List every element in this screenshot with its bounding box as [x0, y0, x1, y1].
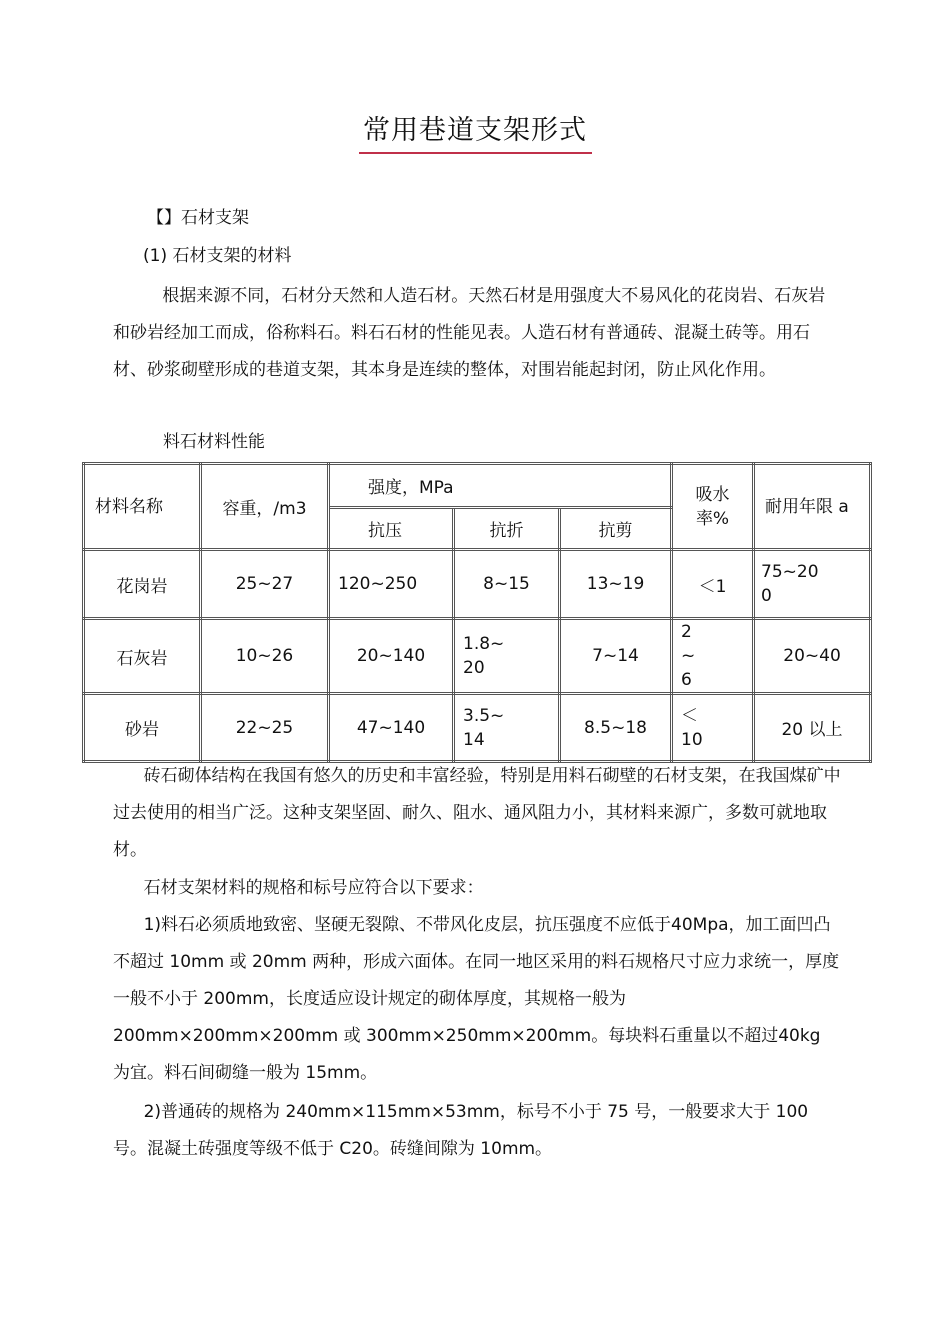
- table-row: [84, 694, 871, 762]
- intro-paragraph: [113, 278, 841, 389]
- table-row: [84, 619, 871, 694]
- masonry-text: 砖石砌体结构在我国有悠久的历史和丰富经验，特别是用料石砌壁的石材支架，在我国煤矿中过去使用的相当广泛。这种支架坚固、耐久、阻水、通风阻力小，其材料来源广，多数可就地取材。: [113, 766, 841, 860]
- cell-absorb: 2~6: [672, 619, 754, 694]
- header-strength: 强度，MPa: [329, 464, 672, 508]
- header-bend: 抗折: [454, 508, 560, 550]
- title-underline: [359, 152, 592, 154]
- header-life: 耐用年限 a: [754, 464, 871, 550]
- header-density: 容重，/m3: [201, 464, 329, 550]
- cell-absorb: ＜10: [672, 694, 754, 762]
- item1-text: 1)料石必须质地致密、坚硬无裂隙、不带风化皮层，抗压强度不应低于40Mpa，加工面凹凸不超过 10mm 或 20mm 两种，形成六面体。在同一地区采用的料石规格尺寸应力求统一，厚度一般不小于 200mm，长度适应设计规定的砌体厚度，其规格一般为200mm×200mm×200mm 或 300mm×250mm×200mm。每块料石重量以不超过40kg 为宜。料石间砌缝一般为 15mm。: [113, 915, 840, 1083]
- cell-shear: 8.5~18: [560, 694, 672, 762]
- table-caption: 料石材料性能: [163, 432, 265, 452]
- requirements-text: 石材支架材料的规格和标号应符合以下要求：: [143, 878, 484, 898]
- cell-absorb: ＜1: [672, 550, 754, 619]
- cell-shear: 7~14: [560, 619, 672, 694]
- cell-bend: 3.5~14: [454, 694, 560, 762]
- table-row: [84, 550, 871, 619]
- table-header-row: [84, 464, 871, 508]
- cell-compress: 20~140: [329, 619, 454, 694]
- cell-name: 花岗岩: [84, 550, 201, 619]
- intro-text: 根据来源不同，石材分天然和人造石材。天然石材是用强度大不易风化的花岗岩、石灰岩和砂岩经加工而成，俗称料石。料石石材的性能见表。人造石材有普通砖、混凝土砖等。用石材、砂浆砌壁形成的巷道支架，其本身是连续的整体，对围岩能起封闭，防止风化作用。: [113, 286, 826, 380]
- section-heading: 【】石材支架: [147, 208, 249, 228]
- cell-bend: 8~15: [454, 550, 560, 619]
- cell-density: 25~27: [201, 550, 329, 619]
- item2-text: 2)普通砖的规格为 240mm×115mm×53mm，标号不小于 75 号，一般要求大于 100号。混凝土砖强度等级不低于 C20。砖缝间隙为 10mm。: [113, 1102, 809, 1159]
- subsection-heading: (1) 石材支架的材料: [143, 246, 292, 266]
- page-title: 常用巷道支架形式: [363, 115, 587, 146]
- material-table: [82, 462, 872, 763]
- cell-compress: 47~140: [329, 694, 454, 762]
- masonry-paragraph: [113, 758, 841, 869]
- cell-life: 20~40: [754, 619, 871, 694]
- header-absorb: 吸水率%: [672, 464, 754, 550]
- cell-compress: 120~250: [329, 550, 454, 619]
- header-compress: 抗压: [329, 508, 454, 550]
- requirement-item-1: [113, 907, 841, 1092]
- cell-density: 22~25: [201, 694, 329, 762]
- header-shear: 抗剪: [560, 508, 672, 550]
- requirements-intro: [113, 870, 841, 907]
- cell-life: 20 以上: [754, 694, 871, 762]
- cell-life: 75~200: [754, 550, 871, 619]
- cell-bend: 1.8~20: [454, 619, 560, 694]
- requirement-item-2: [113, 1094, 841, 1168]
- cell-name: 石灰岩: [84, 619, 201, 694]
- cell-density: 10~26: [201, 619, 329, 694]
- cell-name: 砂岩: [84, 694, 201, 762]
- header-name: 材料名称: [84, 464, 201, 550]
- cell-shear: 13~19: [560, 550, 672, 619]
